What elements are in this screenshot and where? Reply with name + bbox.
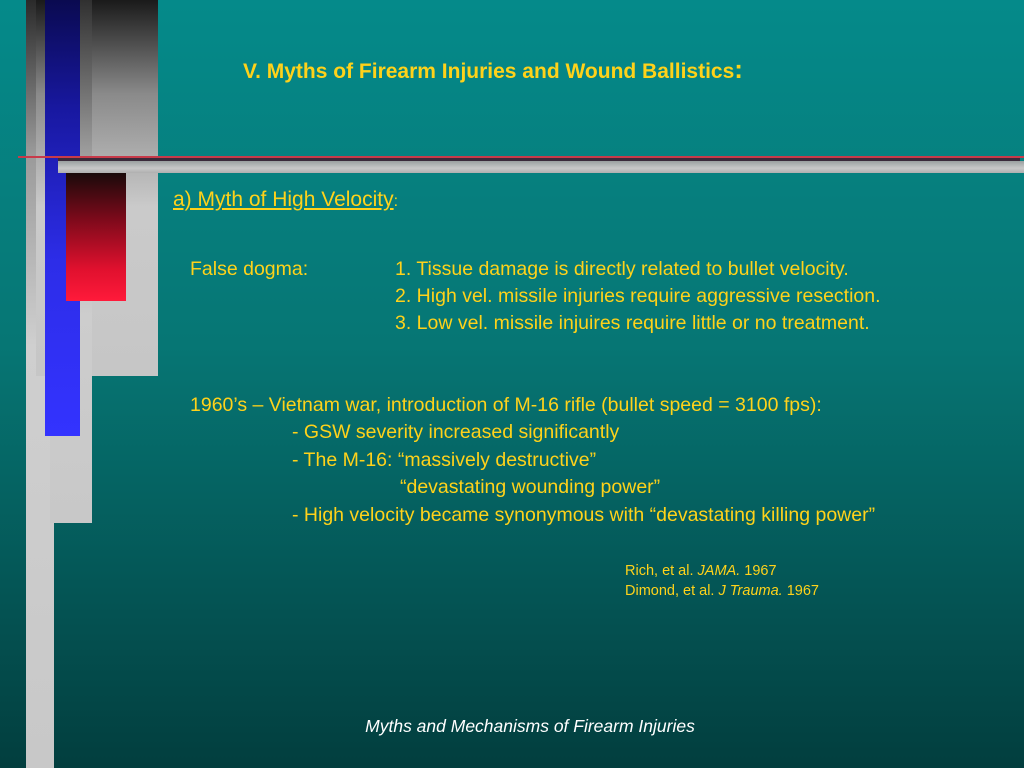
section-heading bbox=[173, 188, 398, 212]
reference-2-year: 1967 bbox=[782, 583, 819, 599]
reference-2-journal: J Trauma. bbox=[718, 583, 783, 599]
false-dogma-label: False dogma: bbox=[190, 258, 309, 280]
decorative-red-block bbox=[66, 173, 126, 301]
reference-1-year: 1967 bbox=[740, 563, 777, 579]
false-dogma-item-3: 3. Low vel. missile injuires require little or no treatment. bbox=[395, 312, 870, 334]
history-bullet-2-continued: “devastating wounding power” bbox=[400, 476, 661, 498]
slide-footer: Myths and Mechanisms of Firearm Injuries bbox=[365, 716, 695, 736]
header-rule-gray bbox=[58, 161, 1024, 173]
false-dogma-item-2: 2. High vel. missile injuries require aggressive resection. bbox=[395, 285, 881, 307]
reference-1-authors: Rich, et al. bbox=[625, 563, 698, 579]
slide-title-colon: : bbox=[734, 54, 743, 84]
section-heading-colon: : bbox=[393, 193, 399, 210]
history-bullet-2: - The M-16: “massively destructive” bbox=[292, 449, 597, 471]
reference-1 bbox=[625, 561, 777, 581]
history-intro: 1960’s – Vietnam war, introduction of M-16 rifle (bullet speed = 3100 fps): bbox=[190, 394, 822, 416]
slide-title-text: V. Myths of Firearm Injuries and Wound Ballistics bbox=[243, 60, 735, 83]
section-heading-label: a) Myth of High Velocity bbox=[173, 188, 394, 211]
reference-2-authors: Dimond, et al. bbox=[625, 583, 719, 599]
reference-2 bbox=[625, 581, 819, 601]
history-bullet-3: - High velocity became synonymous with “devastating killing power” bbox=[292, 504, 876, 526]
false-dogma-item-1: 1. Tissue damage is directly related to bullet velocity. bbox=[395, 258, 849, 280]
slide-title bbox=[243, 54, 743, 85]
history-bullet-1: - GSW severity increased significantly bbox=[292, 421, 620, 443]
reference-1-journal: JAMA. bbox=[697, 563, 741, 579]
